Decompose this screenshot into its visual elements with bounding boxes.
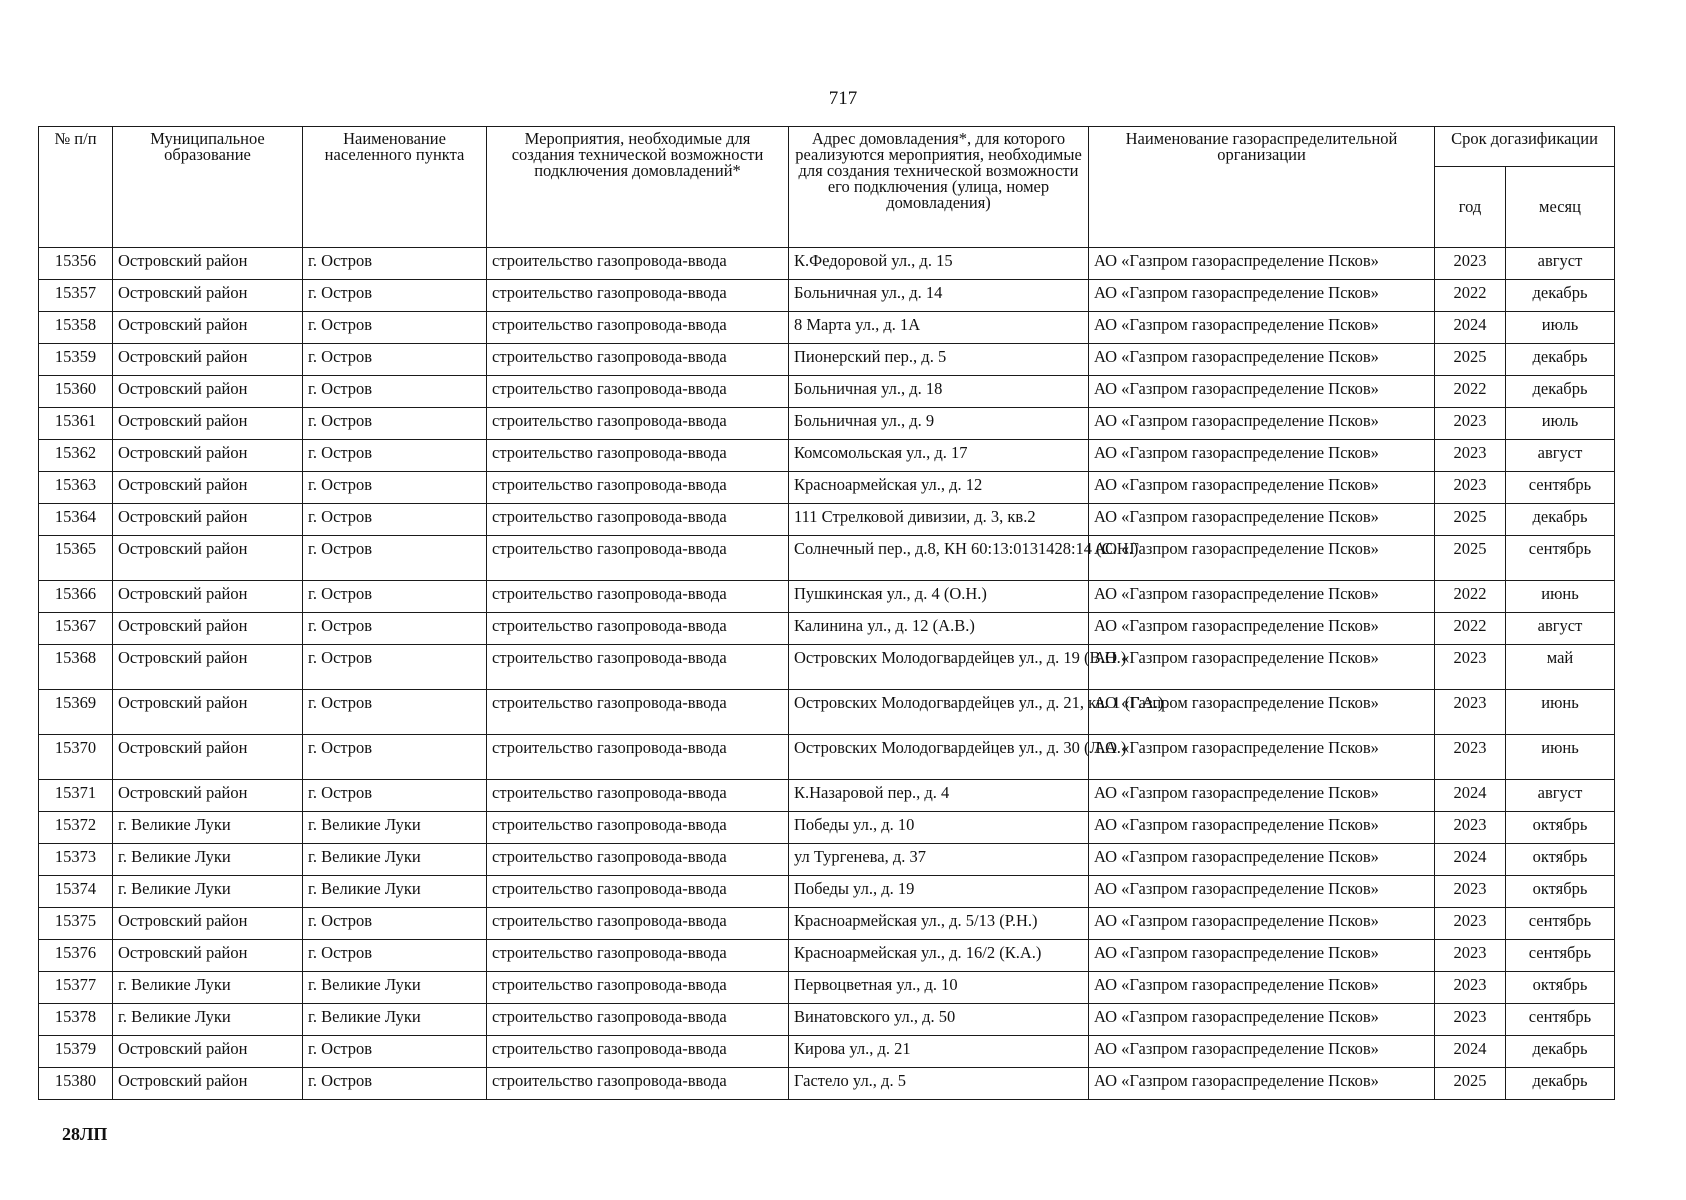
row-settlement: г. Остров [303,472,487,504]
row-organization: АО «Газпром газораспределение Псков» [1089,408,1435,440]
row-settlement: г. Остров [303,504,487,536]
row-settlement: г. Великие Луки [303,1004,487,1036]
row-municipality: Островский район [113,344,303,376]
row-month: декабрь [1506,344,1615,376]
row-municipality: Островский район [113,408,303,440]
row-address: Островских Молодогвардейцев ул., д. 19 (В.Н.) [789,645,1089,690]
row-municipality: Островский район [113,312,303,344]
header-address: Адрес домовладения*, для которого реализуются мероприятия, необходимые для создания технической возможности его подключения (улица, номер домовладения) [789,127,1089,248]
row-measure: строительство газопровода-ввода [487,472,789,504]
table-row [39,1068,1615,1100]
row-month: сентябрь [1506,1004,1615,1036]
row-month: август [1506,780,1615,812]
row-address: Победы ул., д. 19 [789,876,1089,908]
table-row [39,536,1615,581]
row-year: 2023 [1435,248,1506,280]
row-address: Островских Молодогвардейцев ул., д. 30 (Л.А.) [789,735,1089,780]
row-number: 15369 [39,690,113,735]
row-measure: строительство газопровода-ввода [487,1036,789,1068]
row-number: 15361 [39,408,113,440]
row-municipality: Островский район [113,248,303,280]
row-organization: АО «Газпром газораспределение Псков» [1089,472,1435,504]
row-settlement: г. Великие Луки [303,972,487,1004]
row-settlement: г. Остров [303,581,487,613]
row-measure: строительство газопровода-ввода [487,536,789,581]
row-address: Больничная ул., д. 14 [789,280,1089,312]
row-municipality: Островский район [113,581,303,613]
row-number: 15363 [39,472,113,504]
row-municipality: г. Великие Луки [113,876,303,908]
row-organization: АО «Газпром газораспределение Псков» [1089,613,1435,645]
row-address: Калинина ул., д. 12 (А.В.) [789,613,1089,645]
row-year: 2025 [1435,536,1506,581]
table-row [39,280,1615,312]
row-year: 2024 [1435,312,1506,344]
row-organization: АО «Газпром газораспределение Псков» [1089,1036,1435,1068]
row-address: Комсомольская ул., д. 17 [789,440,1089,472]
row-municipality: Островский район [113,440,303,472]
row-year: 2023 [1435,472,1506,504]
row-number: 15356 [39,248,113,280]
row-address: Красноармейская ул., д. 16/2 (К.А.) [789,940,1089,972]
row-year: 2023 [1435,876,1506,908]
row-organization: АО «Газпром газораспределение Псков» [1089,312,1435,344]
row-year: 2023 [1435,440,1506,472]
table-row [39,908,1615,940]
row-organization: АО «Газпром газораспределение Псков» [1089,280,1435,312]
row-organization: АО «Газпром газораспределение Псков» [1089,940,1435,972]
row-settlement: г. Остров [303,408,487,440]
table-row [39,844,1615,876]
row-number: 15380 [39,1068,113,1100]
row-settlement: г. Остров [303,536,487,581]
row-settlement: г. Остров [303,735,487,780]
row-address: Солнечный пер., д.8, КН 60:13:0131428:14 (С.Н.) [789,536,1089,581]
row-organization: АО «Газпром газораспределение Псков» [1089,645,1435,690]
row-month: август [1506,440,1615,472]
row-month: декабрь [1506,1036,1615,1068]
row-address: Кирова ул., д. 21 [789,1036,1089,1068]
header-measures: Мероприятия, необходимые для создания технической возможности подключения домовладений* [487,127,789,248]
row-organization: АО «Газпром газораспределение Псков» [1089,735,1435,780]
row-municipality: Островский район [113,908,303,940]
row-year: 2024 [1435,1036,1506,1068]
row-measure: строительство газопровода-ввода [487,735,789,780]
row-measure: строительство газопровода-ввода [487,1068,789,1100]
row-measure: строительство газопровода-ввода [487,645,789,690]
row-address: Пушкинская ул., д. 4 (О.Н.) [789,581,1089,613]
table-row [39,940,1615,972]
row-year: 2023 [1435,1004,1506,1036]
row-month: июнь [1506,735,1615,780]
row-organization: АО «Газпром газораспределение Псков» [1089,581,1435,613]
row-municipality: Островский район [113,735,303,780]
row-municipality: Островский район [113,780,303,812]
footer-code: 28ЛП [62,1124,108,1144]
row-month: декабрь [1506,376,1615,408]
table-row [39,690,1615,735]
header-year: год [1435,167,1506,248]
row-address: Винатовского ул., д. 50 [789,1004,1089,1036]
row-municipality: Островский район [113,1068,303,1100]
row-settlement: г. Остров [303,1068,487,1100]
row-month: сентябрь [1506,536,1615,581]
row-organization: АО «Газпром газораспределение Псков» [1089,844,1435,876]
table-row [39,504,1615,536]
row-month: июнь [1506,581,1615,613]
row-number: 15379 [39,1036,113,1068]
row-municipality: Островский район [113,1036,303,1068]
row-measure: строительство газопровода-ввода [487,280,789,312]
row-measure: строительство газопровода-ввода [487,908,789,940]
row-municipality: г. Великие Луки [113,812,303,844]
row-measure: строительство газопровода-ввода [487,344,789,376]
row-year: 2022 [1435,613,1506,645]
row-settlement: г. Остров [303,248,487,280]
row-measure: строительство газопровода-ввода [487,312,789,344]
row-number: 15378 [39,1004,113,1036]
header-num: № п/п [39,127,113,248]
row-measure: строительство газопровода-ввода [487,613,789,645]
row-measure: строительство газопровода-ввода [487,780,789,812]
row-address: 111 Стрелковой дивизии, д. 3, кв.2 [789,504,1089,536]
row-address: Первоцветная ул., д. 10 [789,972,1089,1004]
row-address: К.Назаровой пер., д. 4 [789,780,1089,812]
row-address: Гастело ул., д. 5 [789,1068,1089,1100]
row-month: октябрь [1506,844,1615,876]
row-number: 15364 [39,504,113,536]
row-measure: строительство газопровода-ввода [487,844,789,876]
row-organization: АО «Газпром газораспределение Псков» [1089,908,1435,940]
row-organization: АО «Газпром газораспределение Псков» [1089,248,1435,280]
row-address: Красноармейская ул., д. 5/13 (Р.Н.) [789,908,1089,940]
row-year: 2022 [1435,581,1506,613]
row-municipality: Островский район [113,690,303,735]
row-year: 2023 [1435,908,1506,940]
row-measure: строительство газопровода-ввода [487,440,789,472]
row-year: 2022 [1435,280,1506,312]
row-organization: АО «Газпром газораспределение Псков» [1089,972,1435,1004]
row-year: 2024 [1435,780,1506,812]
row-measure: строительство газопровода-ввода [487,1004,789,1036]
table-row [39,344,1615,376]
header-settlement: Наименование населенного пункта [303,127,487,248]
row-settlement: г. Остров [303,940,487,972]
row-municipality: г. Великие Луки [113,844,303,876]
row-number: 15366 [39,581,113,613]
row-municipality: Островский район [113,613,303,645]
row-month: сентябрь [1506,940,1615,972]
row-number: 15376 [39,940,113,972]
table-row [39,613,1615,645]
row-municipality: г. Великие Луки [113,1004,303,1036]
row-month: декабрь [1506,1068,1615,1100]
table-row [39,876,1615,908]
row-settlement: г. Остров [303,376,487,408]
table-row [39,376,1615,408]
row-year: 2022 [1435,376,1506,408]
row-year: 2024 [1435,844,1506,876]
row-settlement: г. Остров [303,440,487,472]
row-number: 15377 [39,972,113,1004]
header-municipality: Муниципальное образование [113,127,303,248]
row-number: 15373 [39,844,113,876]
row-organization: АО «Газпром газораспределение Псков» [1089,344,1435,376]
table-row [39,440,1615,472]
row-number: 15367 [39,613,113,645]
table-row [39,472,1615,504]
row-settlement: г. Остров [303,280,487,312]
row-address: Победы ул., д. 10 [789,812,1089,844]
row-measure: строительство газопровода-ввода [487,408,789,440]
row-organization: АО «Газпром газораспределение Псков» [1089,780,1435,812]
header-organization: Наименование газораспределительной организации [1089,127,1435,248]
row-organization: АО «Газпром газораспределение Псков» [1089,1004,1435,1036]
row-month: сентябрь [1506,908,1615,940]
row-year: 2025 [1435,504,1506,536]
row-number: 15360 [39,376,113,408]
row-number: 15370 [39,735,113,780]
page-number: 717 [828,88,858,109]
row-address: Пионерский пер., д. 5 [789,344,1089,376]
row-number: 15374 [39,876,113,908]
row-year: 2023 [1435,812,1506,844]
row-month: октябрь [1506,972,1615,1004]
row-municipality: Островский район [113,472,303,504]
row-organization: АО «Газпром газораспределение Псков» [1089,690,1435,735]
row-number: 15365 [39,536,113,581]
row-number: 15372 [39,812,113,844]
row-address: Красноармейская ул., д. 12 [789,472,1089,504]
table-row [39,780,1615,812]
row-municipality: Островский район [113,645,303,690]
row-organization: АО «Газпром газораспределение Псков» [1089,876,1435,908]
row-address: Островских Молодогвардейцев ул., д. 21, кв. 1 (Г.А.) [789,690,1089,735]
row-municipality: Островский район [113,376,303,408]
row-address: Больничная ул., д. 9 [789,408,1089,440]
row-month: декабрь [1506,504,1615,536]
table-row [39,248,1615,280]
row-number: 15358 [39,312,113,344]
row-settlement: г. Остров [303,613,487,645]
row-municipality: Островский район [113,280,303,312]
row-number: 15357 [39,280,113,312]
row-month: май [1506,645,1615,690]
row-year: 2023 [1435,972,1506,1004]
table-row [39,312,1615,344]
row-month: июнь [1506,690,1615,735]
row-number: 15359 [39,344,113,376]
row-month: август [1506,613,1615,645]
row-measure: строительство газопровода-ввода [487,376,789,408]
row-year: 2023 [1435,690,1506,735]
row-month: декабрь [1506,280,1615,312]
table-row [39,1004,1615,1036]
header-month: месяц [1506,167,1615,248]
row-organization: АО «Газпром газораспределение Псков» [1089,376,1435,408]
row-month: октябрь [1506,876,1615,908]
row-year: 2023 [1435,940,1506,972]
row-settlement: г. Великие Луки [303,844,487,876]
row-municipality: Островский район [113,536,303,581]
row-address: Больничная ул., д. 18 [789,376,1089,408]
row-address: ул Тургенева, д. 37 [789,844,1089,876]
row-settlement: г. Остров [303,312,487,344]
row-number: 15375 [39,908,113,940]
row-organization: АО «Газпром газораспределение Псков» [1089,440,1435,472]
row-measure: строительство газопровода-ввода [487,248,789,280]
row-number: 15371 [39,780,113,812]
row-municipality: г. Великие Луки [113,972,303,1004]
row-month: сентябрь [1506,472,1615,504]
row-year: 2023 [1435,735,1506,780]
row-municipality: Островский район [113,940,303,972]
header-term: Срок догазификации [1435,127,1615,167]
row-year: 2025 [1435,344,1506,376]
row-settlement: г. Великие Луки [303,876,487,908]
row-organization: АО «Газпром газораспределение Псков» [1089,812,1435,844]
gasification-table [38,126,1615,1100]
row-month: июль [1506,408,1615,440]
table-body [39,248,1615,1100]
row-settlement: г. Великие Луки [303,812,487,844]
row-organization: АО «Газпром газораспределение Псков» [1089,504,1435,536]
row-settlement: г. Остров [303,645,487,690]
row-number: 15362 [39,440,113,472]
row-settlement: г. Остров [303,908,487,940]
row-measure: строительство газопровода-ввода [487,812,789,844]
table-row [39,408,1615,440]
row-year: 2023 [1435,645,1506,690]
table-row [39,581,1615,613]
table-row [39,1036,1615,1068]
row-measure: строительство газопровода-ввода [487,972,789,1004]
row-month: июль [1506,312,1615,344]
table-header [39,127,1615,248]
row-measure: строительство газопровода-ввода [487,581,789,613]
row-organization: АО «Газпром газораспределение Псков» [1089,1068,1435,1100]
row-month: август [1506,248,1615,280]
table-row [39,812,1615,844]
row-measure: строительство газопровода-ввода [487,876,789,908]
row-year: 2025 [1435,1068,1506,1100]
row-address: К.Федоровой ул., д. 15 [789,248,1089,280]
row-number: 15368 [39,645,113,690]
row-settlement: г. Остров [303,344,487,376]
row-month: октябрь [1506,812,1615,844]
row-measure: строительство газопровода-ввода [487,690,789,735]
row-settlement: г. Остров [303,1036,487,1068]
table-row [39,645,1615,690]
row-year: 2023 [1435,408,1506,440]
row-settlement: г. Остров [303,690,487,735]
row-measure: строительство газопровода-ввода [487,940,789,972]
row-address: 8 Марта ул., д. 1А [789,312,1089,344]
table-row [39,735,1615,780]
row-settlement: г. Остров [303,780,487,812]
row-municipality: Островский район [113,504,303,536]
row-organization: АО «Газпром газораспределение Псков» [1089,536,1435,581]
table-row [39,972,1615,1004]
row-measure: строительство газопровода-ввода [487,504,789,536]
